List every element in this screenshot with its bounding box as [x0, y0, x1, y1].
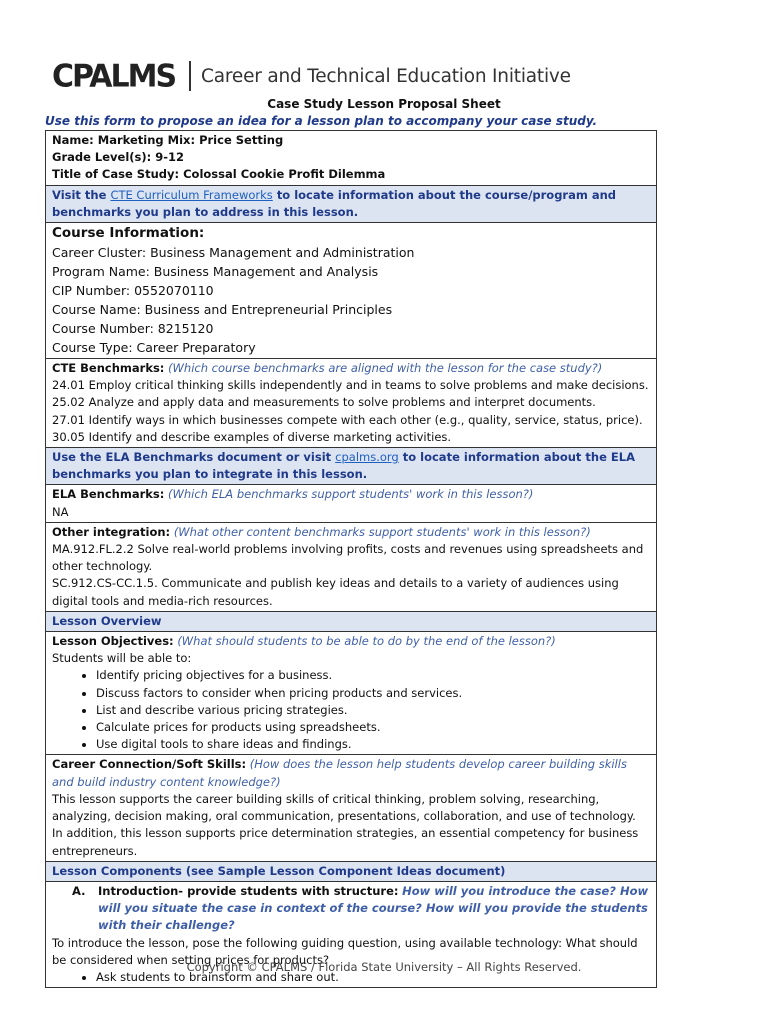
grade-level: 9-12	[155, 150, 185, 165]
grade-line	[52, 149, 650, 166]
course-line: CIP Number: 0552070110	[52, 283, 214, 299]
ela-value: NA	[52, 504, 69, 519]
objectives-intro: Students will be able to:	[52, 651, 192, 666]
ela-prompt: (Which ELA benchmarks support students' work in this lesson?)	[168, 487, 534, 502]
copyright-footer: Copyright © CPALMS / Florida State University – All Rights Reserved.	[186, 960, 582, 974]
other-item: SC.912.CS-CC.1.5. Communicate and publish key ideas and details to a variety of audiences using digital tools and media-rich resources.	[52, 576, 619, 608]
document-title: Case Study Lesson Proposal Sheet	[267, 97, 501, 111]
benchmark-item: 25.02 Analyze and apply data and measurements to solve problems and interpret documents.	[52, 395, 596, 410]
objectives-label: Lesson Objectives:	[52, 634, 174, 649]
course-line: Course Name: Business and Entrepreneurial Principles	[52, 302, 393, 318]
introduction-text: To introduce the lesson, pose the following guiding question, using available technology: What should be considered when setting prices for products?	[52, 935, 638, 967]
course-line: Course Number: 8215120	[52, 321, 214, 337]
career-text: This lesson supports the career building skills of critical thinking, problem solving, researching, analyzing, decision making, oral communication, presentations, collaboration, and use of technology. In addition, this lesson supports price determination strategies, an essential competency for business entrepreneurs.	[52, 791, 639, 858]
objective-item: • Discuss factors to consider when pricing products and services.	[96, 685, 650, 702]
ela-benchmarks-section	[46, 484, 656, 521]
career-label: Career Connection/Soft Skills:	[52, 757, 247, 772]
name-label: Name:	[52, 133, 94, 147]
cte-visit-band	[46, 185, 656, 222]
cte-visit-pre: Visit the	[52, 187, 107, 202]
lesson-name: Marketing Mix: Price Setting	[97, 133, 284, 147]
benchmark-item: 27.01 Identify ways in which businesses compete with each other (e.g., quality, service, status, price).	[52, 412, 643, 427]
other-prompt: (What other content benchmarks support students' work in this lesson?)	[173, 524, 591, 539]
cte-benchmarks-heading	[52, 360, 650, 377]
name-line	[52, 132, 650, 149]
grade-label: Grade Level(s):	[52, 150, 152, 165]
introduction-letter: A.	[72, 883, 86, 898]
other-heading	[52, 524, 650, 541]
cte-visit-post: to locate information about the course/program and benchmarks you plan to address in this lesson.	[52, 187, 617, 219]
lesson-components-band: Lesson Components (see Sample Lesson Component Ideas document)	[46, 861, 656, 881]
objectives-heading	[52, 633, 650, 650]
case-label: Title of Case Study:	[52, 167, 180, 182]
introduction-heading	[52, 883, 650, 935]
objective-item: • Calculate prices for products using spreadsheets.	[96, 719, 650, 736]
cpalms-link[interactable]: cpalms.org	[335, 450, 399, 465]
lesson-objectives-section	[46, 631, 656, 754]
case-title: Colossal Cookie Profit Dilemma	[183, 167, 386, 182]
other-integration-section	[46, 522, 656, 611]
proposal-form	[45, 130, 657, 988]
benchmark-item: 30.05 Identify and describe examples of diverse marketing activities.	[52, 429, 452, 444]
introduction-heading-text	[98, 883, 650, 935]
course-info-section	[46, 222, 656, 358]
ela-visit-band	[46, 447, 656, 484]
course-line: Career Cluster: Business Management and Administration	[52, 245, 415, 261]
cpalms-logo: CPALMS	[52, 57, 176, 95]
header-divider	[189, 61, 191, 91]
cte-benchmarks-prompt: (Which course benchmarks are aligned with the lesson for the case study?)	[168, 361, 603, 376]
introduction-prompt: How will you introduce the case? How will you situate the case in context of the course? How will you provide the students with their challenge?	[98, 883, 649, 933]
objectives-prompt: (What should students to be able to do by the end of the lesson?)	[177, 634, 556, 649]
introduction-label: Introduction- provide students with structure:	[98, 883, 399, 898]
objective-item: • List and describe various pricing strategies.	[96, 702, 650, 719]
course-line: Course Type: Career Preparatory	[52, 340, 256, 356]
introduction-bullet: • Ask students to brainstorm and share out.	[96, 969, 650, 986]
ela-label: ELA Benchmarks:	[52, 487, 165, 502]
career-heading	[52, 756, 650, 790]
career-prompt: (How does the lesson help students develop career building skills and build industry content knowledge?)	[52, 757, 627, 789]
course-info-title: Course Information:	[52, 225, 205, 242]
other-item: MA.912.FL.2.2 Solve real-world problems involving profits, costs and revenues using spreadsheets and other technology.	[52, 542, 644, 574]
career-connection-section	[46, 754, 656, 860]
page-header	[52, 56, 571, 96]
objectives-list	[52, 667, 650, 753]
case-line	[52, 166, 650, 183]
course-line: Program Name: Business Management and Analysis	[52, 264, 379, 280]
other-label: Other integration:	[52, 524, 171, 539]
objective-item: • Use digital tools to share ideas and findings.	[96, 736, 650, 753]
cte-frameworks-link[interactable]: CTE Curriculum Frameworks	[110, 187, 273, 202]
cte-benchmarks-label: CTE Benchmarks:	[52, 361, 165, 376]
ela-visit-pre: Use the ELA Benchmarks document or visit	[52, 450, 332, 465]
initiative-title: Career and Technical Education Initiative	[201, 65, 571, 87]
ela-heading	[52, 486, 650, 503]
objective-item: • Identify pricing objectives for a business.	[96, 667, 650, 684]
benchmark-item: 24.01 Employ critical thinking skills independently and in teams to solve problems and make decisions.	[52, 378, 649, 393]
ela-visit-post: to locate information about the ELA benchmarks you plan to integrate in this lesson.	[52, 450, 636, 482]
meta-section	[46, 131, 656, 185]
cte-benchmarks-section	[46, 358, 656, 447]
lesson-overview-band: Lesson Overview	[46, 611, 656, 631]
form-instructions: Use this form to propose an idea for a lesson plan to accompany your case study.	[45, 114, 598, 128]
